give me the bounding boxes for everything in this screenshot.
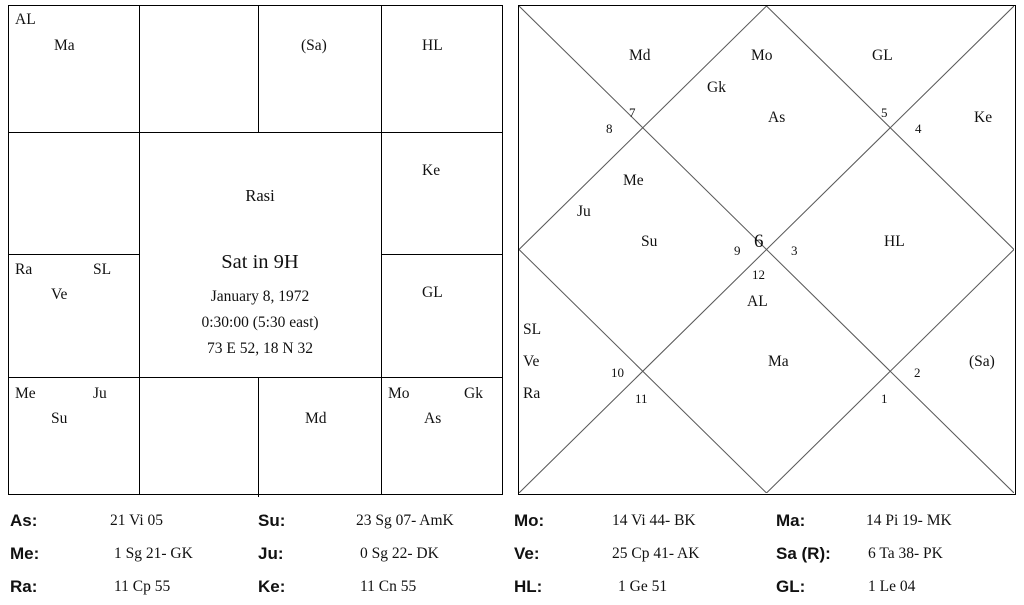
house-cell-r4c4 [382,378,502,497]
position-row [258,538,508,571]
planet-label-al: AL [15,11,36,28]
planet-label-ju: Ju [577,203,591,220]
house-number-9: 9 [734,243,741,258]
diamond-grid-lines [519,6,1014,493]
position-row [10,571,250,604]
house-cell-r3c1 [9,255,139,377]
rasi-square-chart [8,5,503,495]
planet-label-gk: Gk [464,385,483,402]
house-number-11: 11 [635,391,648,406]
planet-label-hl: HL [884,233,905,250]
position-key-ra: Ra: [10,577,38,596]
planet-label-ra: Ra [523,385,541,402]
house-cell-r3c4 [382,255,502,377]
position-key-hl: HL: [514,577,543,596]
planet-label-ve: Ve [51,286,68,303]
position-key-su: Su: [258,511,286,530]
planet-label-as: As [424,410,442,427]
position-key-me: Me: [10,544,40,563]
planet-label-ju: Ju [93,385,107,402]
position-row [514,571,764,604]
planet-label-su: Su [641,233,658,250]
house-number-4: 4 [915,121,922,136]
planet-label-gl: GL [872,47,893,64]
planet-label-as: As [768,109,786,126]
position-value-hl: 1 Ge 51 [618,578,668,595]
positions-column-2 [258,505,508,604]
position-value-ma: 14 Pi 19- MK [866,512,952,529]
position-key-sa: Sa (R): [776,544,831,563]
planet-label-ra: Ra [15,261,33,278]
chart-date: January 8, 1972 [210,288,310,305]
position-key-gl: GL: [776,577,806,596]
chart-time: 0:30:00 (5:30 east) [201,314,319,331]
position-key-ma: Ma: [776,511,806,530]
position-row [258,505,508,538]
house-number-1: 1 [881,391,888,406]
position-value-su: 23 Sg 07- AmK [356,512,454,529]
planet-label-md: Md [305,410,327,427]
planet-label-su: Su [51,410,68,427]
position-value-me: 1 Sg 21- GK [114,545,193,562]
house-cell-r4c1 [9,378,139,497]
house-cell-r1c2 [140,6,258,132]
position-row [10,505,250,538]
chart-place: 73 E 52, 18 N 32 [207,340,313,357]
planet-label-ma: Ma [768,353,789,370]
planet-label-ke: Ke [422,162,441,179]
position-key-as: As: [10,511,38,530]
position-row [514,505,764,538]
position-row [776,505,1024,538]
chart-center-info [139,132,381,377]
house-cell-r2c4 [382,133,502,254]
house-number-7: 7 [629,105,636,120]
position-row [776,571,1024,604]
position-value-ke: 11 Cn 55 [360,578,417,595]
house-number-5: 5 [881,105,888,120]
position-key-mo: Mo: [514,511,545,530]
position-value-ve: 25 Cp 41- AK [612,545,700,562]
planet-label-me: Me [15,385,36,402]
positions-column-1 [10,505,250,604]
house-cell-r1c3 [259,6,381,132]
house-cell-r4c3 [259,378,381,497]
house-number-10: 10 [611,365,624,380]
rasi-diamond-chart [518,5,1016,495]
planet-label-md: Md [629,47,651,64]
position-value-sa: 6 Ta 38- PK [868,545,943,562]
position-value-ju: 0 Sg 22- DK [360,545,439,562]
position-row [776,538,1024,571]
planet-label-sl: SL [93,261,112,278]
house-number-3: 3 [791,243,798,258]
house-number-12: 12 [752,267,765,282]
position-key-ke: Ke: [258,577,286,596]
planet-positions-section [0,505,1024,605]
planet-label-sa-retro: (Sa) [301,37,327,54]
house-number-2: 2 [914,365,921,380]
planet-label-sa-retro: (Sa) [969,353,995,370]
house-number-6: 6 [754,231,764,252]
chart-headline: Sat in 9H [221,251,299,273]
planet-label-ve: Ve [523,353,540,370]
planet-label-me: Me [623,172,644,189]
planet-label-gl: GL [422,284,443,301]
position-key-ju: Ju: [258,544,284,563]
positions-column-3 [514,505,764,604]
position-value-mo: 14 Vi 44- BK [612,512,696,529]
planet-label-al: AL [747,293,768,310]
planet-label-hl: HL [422,37,443,54]
planet-label-sl: SL [523,321,542,338]
chart-type-label: Rasi [245,186,275,205]
position-value-gl: 1 Le 04 [868,578,916,595]
positions-column-4 [776,505,1024,604]
position-row [258,571,508,604]
house-cell-r1c1 [9,6,139,132]
position-row [10,538,250,571]
planet-label-gk: Gk [707,79,726,96]
position-row [514,538,764,571]
house-number-8: 8 [606,121,613,136]
planet-label-ma: Ma [54,37,75,54]
position-key-ve: Ve: [514,544,540,563]
planet-label-ke: Ke [974,109,993,126]
planet-label-mo: Mo [388,385,410,402]
position-value-as: 21 Vi 05 [110,512,164,529]
position-value-ra: 11 Cp 55 [114,578,171,595]
planet-label-mo: Mo [751,47,773,64]
house-cell-r2c1 [9,133,139,254]
house-cell-r1c4 [382,6,502,132]
house-cell-r4c2 [140,378,258,497]
